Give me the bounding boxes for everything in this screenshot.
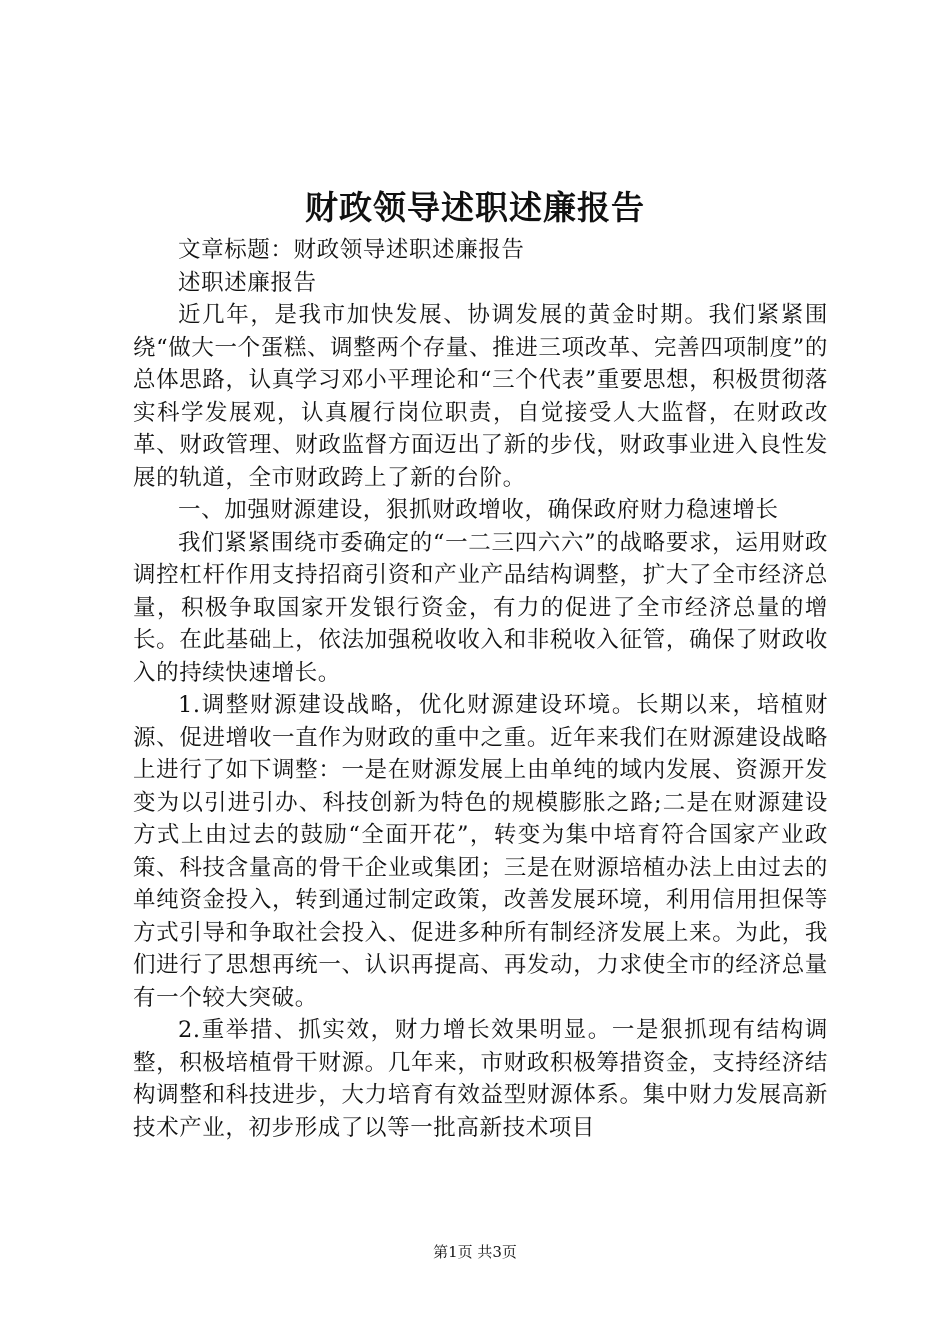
article-title-line: 文章标题：财政领导述职述廉报告: [178, 237, 525, 263]
body-paragraph: 2.重举措、抓实效，财力增长效果明显。一是狠抓现有结构调整，积极培植骨干财源。几年来，市财政积极筹措资金，支持经济结构调整和科技进步，大力培育有效益型财源体系。集中财力发展高新技术产业，初步形成了以等一批高新技术项目: [133, 1017, 828, 1141]
body-paragraph: 1.调整财源建设战略，优化财源建设环境。长期以来，培植财源、促进增收一直作为财政的重中之重。近年来我们在财源建设战略上进行了如下调整：一是在财源发展上由单纯的域内发展、资源开发变为以引进引办、科技创新为特色的规模膨胀之路;二是在财源建设方式上由过去的鼓励“全面开花”，转变为集中培育符合国家产业政策、科技含量高的骨干企业或集团；三是在财源培植办法上由过去的单纯资金投入，转到通过制定政策，改善发展环境，利用信用担保等方式引导和争取社会投入、促进多种所有制经济发展上来。为此，我们进行了思想再统一、认识再提高、再发动，力求使全市的经济总量有一个较大突破。: [133, 692, 828, 1011]
document-title: 财政领导述职述廉报告: [305, 188, 645, 227]
body-paragraph: 近几年，是我市加快发展、协调发展的黄金时期。我们紧紧围绕“做大一个蛋糕、调整两个存量、推进三项改革、完善四项制度”的总体思路，认真学习邓小平理论和“三个代表”重要思想，积极贯彻落实科学发展观，认真履行岗位职责，自觉接受人大监督，在财政改革、财政管理、财政监督方面迈出了新的步伐，财政事业进入良性发展的轨道，全市财政跨上了新的台阶。: [133, 302, 828, 491]
body-paragraph: 我们紧紧围绕市委确定的“一二三四六六”的战略要求，运用财政调控杠杆作用支持招商引资和产业产品结构调整，扩大了全市经济总量，积极争取国家开发银行资金，有力的促进了全市经济总量的增长。在此基础上，依法加强税收收入和非税收入征管，确保了财政收入的持续快速增长。: [133, 529, 828, 686]
page-footer: 第1页 共3页: [433, 1243, 517, 1261]
section-heading: 一、加强财源建设，狠抓财政增收，确保政府财力稳速增长: [178, 497, 779, 523]
document-body: [133, 234, 828, 1144]
report-subtitle: 述职述廉报告: [178, 269, 317, 296]
